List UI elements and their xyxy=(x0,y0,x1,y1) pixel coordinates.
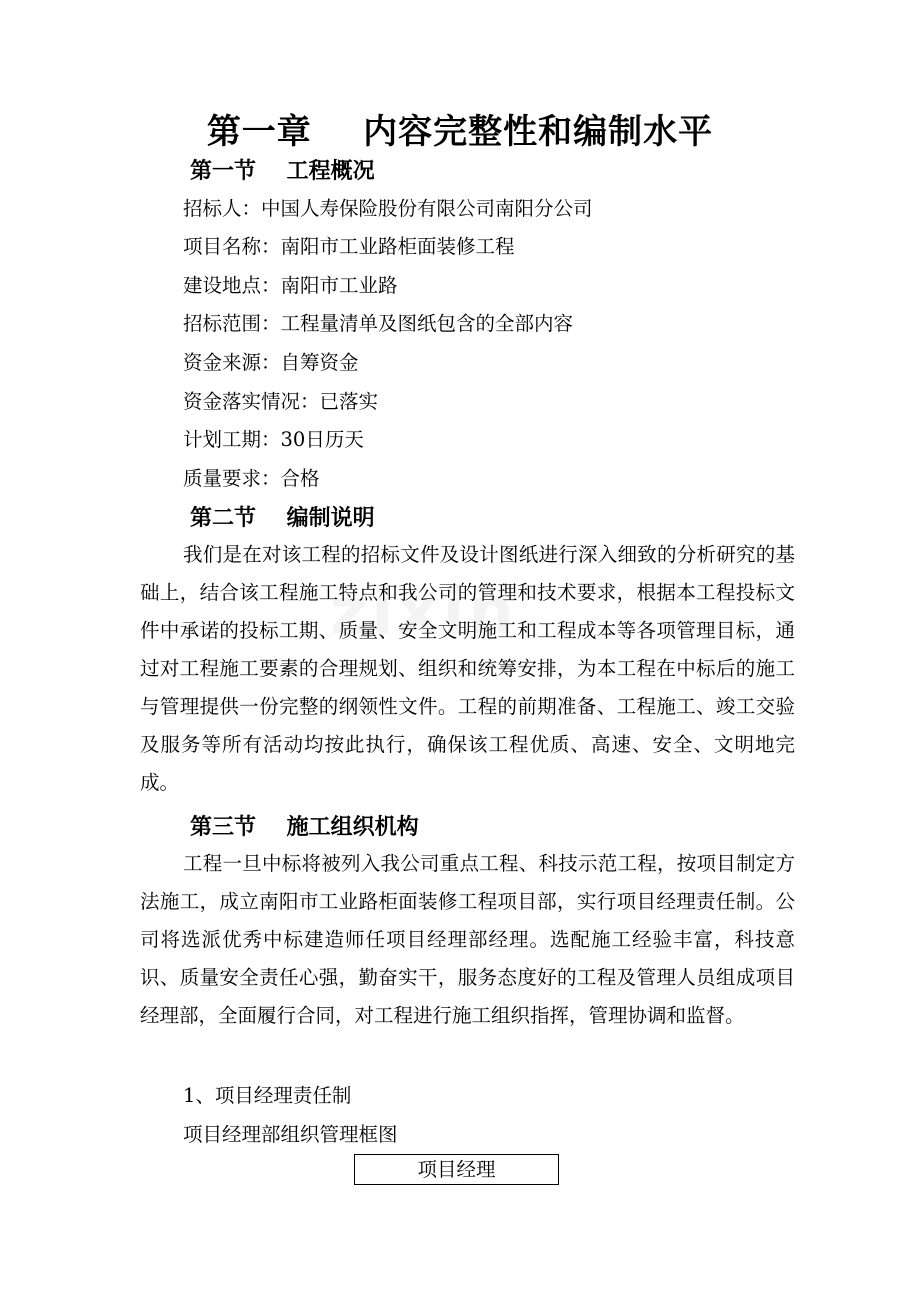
org-box-project-manager: 项目经理 xyxy=(354,1154,559,1185)
info-quality: 质量要求：合格 xyxy=(183,467,320,490)
chart-caption: 项目经理部组织管理框图 xyxy=(183,1123,398,1146)
chapter-title: 第一章 内容完整性和编制水平 xyxy=(206,112,714,152)
info-scope: 招标范围：工程量清单及图纸包含的全部内容 xyxy=(183,312,574,335)
section-title-3: 第三节 施工组织机构 xyxy=(190,814,419,840)
info-project-name: 项目名称：南阳市工业路柜面装修工程 xyxy=(183,235,515,258)
info-location: 建设地点：南阳市工业路 xyxy=(183,274,398,297)
section2-paragraph: 我们是在对该工程的招标文件及设计图纸进行深入细致的分析研究的基础上，结合该工程施工特点和我公司的管理和技术要求，根据本工程投标文件中承诺的投标工期、质量、安全文明施工和工程成本等各项管理目标，通过对工程施工要素的合理规划、组织和统筹安排，为本工程在中标后的施工与管理提供一份完整的纲领性文件。工程的前期准备、工程施工、竣工交验及服务等所有活动均按此执行，确保该工程优质、高速、安全、文明地完成。 xyxy=(140,543,795,794)
info-funding-source: 资金来源：自筹资金 xyxy=(183,351,359,374)
section3-paragraph: 工程一旦中标将被列入我公司重点工程、科技示范工程，按项目制定方法施工，成立南阳市工业路柜面装修工程项目部，实行项目经理责任制。公司将选派优秀中标建造师任项目经理部经理。选配施工经验丰富，科技意识、质量安全责任心强，勤奋实干，服务态度好的工程及管理人员组成项目经理部，全面履行合同，对工程进行施工组织指挥，管理协调和监督。 xyxy=(140,852,795,1027)
info-schedule: 计划工期：30日历天 xyxy=(183,428,364,451)
info-funding-status: 资金落实情况：已落实 xyxy=(183,390,379,413)
list-item-1: 1、项目经理责任制 xyxy=(183,1084,352,1107)
info-tenderer: 招标人：中国人寿保险股份有限公司南阳分公司 xyxy=(183,197,593,220)
section-title-1: 第一节 工程概况 xyxy=(190,158,375,184)
section-title-2: 第二节 编制说明 xyxy=(190,505,375,531)
